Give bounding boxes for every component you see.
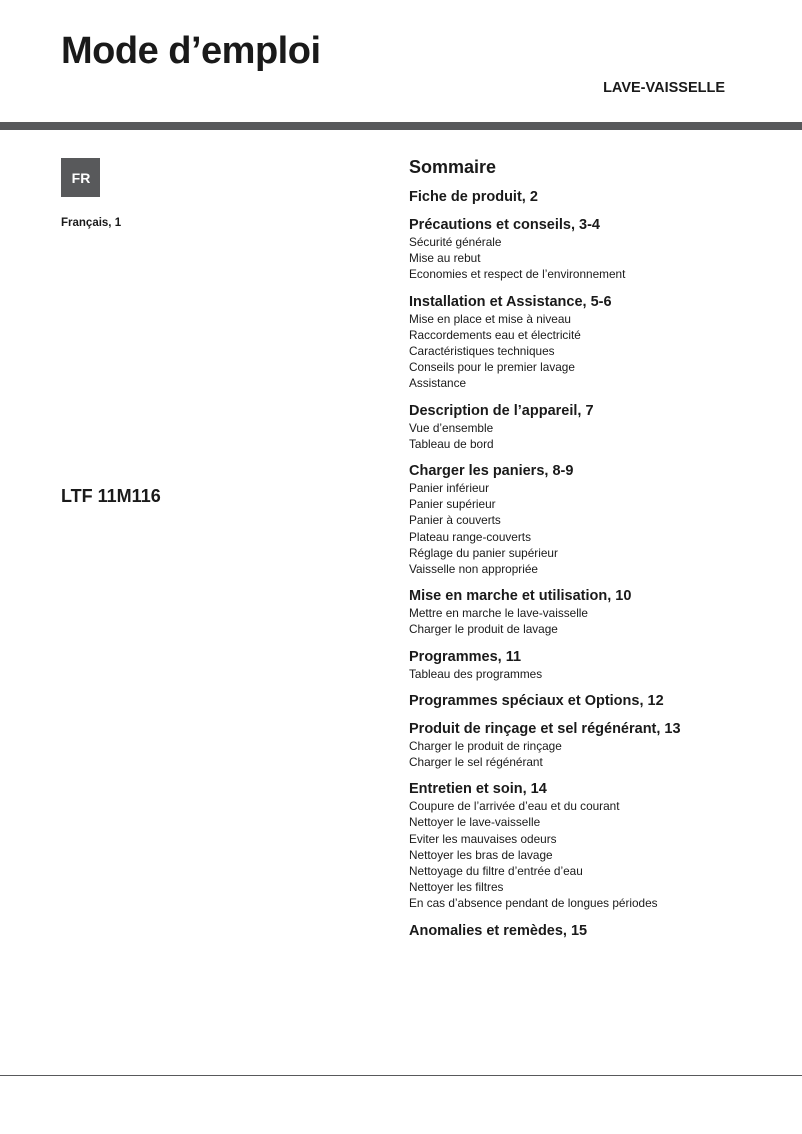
toc-item: Tableau des programmes [409, 666, 543, 681]
toc-item: Caractéristiques techniques [409, 344, 555, 359]
toc-item: Nettoyer les bras de lavage [409, 847, 553, 862]
toc-item: Conseils pour le premier lavage [409, 360, 575, 375]
toc-item: Vue d’ensemble [409, 420, 494, 435]
toc-item: Assistance [409, 376, 467, 391]
toc-section-title: Description de l’appareil, 7 [409, 402, 594, 419]
toc-section [409, 462, 789, 577]
language-badge: FR [61, 158, 100, 197]
toc-section-title: Entretien et soin, 14 [409, 781, 547, 798]
model-number: LTF 11M116 [61, 486, 161, 506]
toc-item: Eviter les mauvaises odeurs [409, 831, 557, 846]
toc-item: Vaisselle non appropriée [409, 562, 538, 577]
toc-section [409, 188, 789, 206]
toc-item: Réglage du panier supérieur [409, 545, 558, 560]
toc-section-items [409, 311, 789, 392]
toc-item: Panier inférieur [409, 481, 489, 496]
toc-item: Economies et respect de l’environnement [409, 267, 626, 282]
toc-section-title: Charger les paniers, 8-9 [409, 463, 574, 480]
table-of-contents [409, 156, 789, 950]
toc-item: Tableau de bord [409, 436, 494, 451]
toc-item: Nettoyage du filtre d’entrée d’eau [409, 864, 583, 879]
toc-section [409, 587, 789, 637]
toc-section-title: Programmes spéciaux et Options, 12 [409, 692, 664, 709]
toc-item: Coupure de l’arrivée d’eau et du courant [409, 799, 620, 814]
toc-section-items [409, 798, 789, 911]
toc-sections [409, 188, 789, 940]
toc-item: Mise en place et mise à niveau [409, 311, 571, 326]
toc-section [409, 780, 789, 911]
toc-section-items [409, 738, 789, 770]
toc-item: Charger le sel régénérant [409, 755, 543, 770]
toc-section [409, 692, 789, 710]
toc-item: Raccordements eau et électricité [409, 327, 581, 342]
toc-section [409, 293, 789, 392]
toc-item: Charger le produit de rinçage [409, 738, 562, 753]
toc-section [409, 648, 789, 682]
toc-item: Mise au rebut [409, 251, 481, 266]
toc-section-title: Installation et Assistance, 5-6 [409, 293, 612, 310]
toc-item: Nettoyer les filtres [409, 880, 504, 895]
toc-item: En cas d’absence pendant de longues périodes [409, 896, 658, 911]
toc-section-title: Anomalies et remèdes, 15 [409, 922, 588, 939]
toc-section-title: Programmes, 11 [409, 648, 522, 665]
toc-section-items [409, 666, 789, 682]
toc-section-items [409, 420, 789, 452]
toc-section-title: Produit de rinçage et sel régénérant, 13 [409, 720, 681, 737]
toc-section-title: Mise en marche et utilisation, 10 [409, 588, 632, 605]
toc-section-items [409, 605, 789, 637]
toc-section [409, 720, 789, 770]
toc-heading: Sommaire [409, 157, 497, 177]
toc-item: Panier à couverts [409, 513, 501, 528]
footer-divider [0, 1075, 802, 1076]
toc-section-title: Fiche de produit, 2 [409, 189, 538, 205]
toc-section [409, 922, 789, 940]
header-divider [0, 122, 802, 130]
toc-item: Mettre en marche le lave-vaisselle [409, 606, 588, 621]
toc-section-title: Précautions et conseils, 3-4 [409, 217, 600, 233]
toc-section-items [409, 480, 789, 577]
toc-section [409, 216, 789, 283]
toc-item: Charger le produit de lavage [409, 622, 558, 637]
language-index: Français, 1 [61, 217, 122, 229]
page-title: Mode d’emploi [61, 30, 321, 72]
toc-item: Panier supérieur [409, 497, 496, 512]
product-type: LAVE-VAISSELLE [603, 80, 725, 96]
toc-item: Plateau range-couverts [409, 529, 531, 544]
toc-item: Sécurité générale [409, 235, 502, 249]
toc-section [409, 402, 789, 452]
toc-section-items [409, 234, 789, 283]
toc-item: Nettoyer le lave-vaisselle [409, 815, 541, 830]
